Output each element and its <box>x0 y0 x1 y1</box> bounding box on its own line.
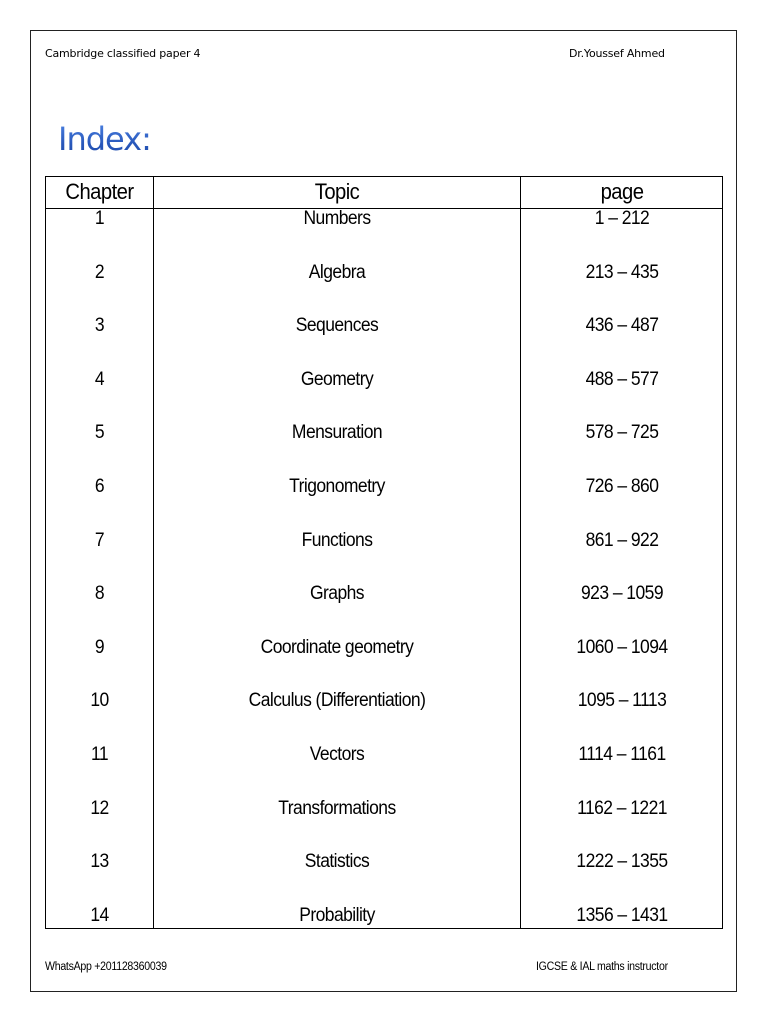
column-header-chapter: Chapter <box>65 179 134 204</box>
table-cell-topic: Numbers <box>303 208 371 229</box>
table-cell-topic: Sequences <box>295 315 379 336</box>
table-cell-chapter: 7 <box>94 530 105 551</box>
table-cell-chapter: 9 <box>94 637 105 658</box>
table-cell-chapter: 2 <box>94 262 105 283</box>
page-title: Index: <box>58 120 151 158</box>
table-cell-topic: Coordinate geometry <box>260 637 414 658</box>
table-cell-chapter: 5 <box>94 422 105 443</box>
table-cell-page: 1 – 212 <box>594 208 650 229</box>
table-cell-topic: Calculus (Differentiation) <box>248 690 426 711</box>
table-cell-topic: Transformations <box>278 798 396 819</box>
table-cell-page: 1095 – 1113 <box>577 690 667 711</box>
table-cell-chapter: 12 <box>90 798 109 819</box>
table-cell-chapter: 10 <box>90 690 109 711</box>
table-cell-page: 1060 – 1094 <box>576 637 668 658</box>
table-cell-page: 578 – 725 <box>585 422 659 443</box>
table-cell-page: 861 – 922 <box>585 530 659 551</box>
table-cell-topic: Geometry <box>300 369 374 390</box>
table-cell-page: 213 – 435 <box>585 262 659 283</box>
footer-left-text: WhatsApp +201128360039 <box>45 961 167 973</box>
table-cell-chapter: 14 <box>90 905 109 926</box>
header-left-text: Cambridge classified paper 4 <box>45 47 201 60</box>
index-table <box>45 176 723 929</box>
table-cell-page: 726 – 860 <box>585 476 659 497</box>
table-cell-page: 1162 – 1221 <box>577 798 667 819</box>
table-cell-topic: Mensuration <box>291 422 383 443</box>
table-cell-chapter: 6 <box>94 476 105 497</box>
table-cell-page: 436 – 487 <box>585 315 659 336</box>
table-cell-chapter: 4 <box>94 369 105 390</box>
column-divider <box>520 177 521 928</box>
table-cell-page: 1222 – 1355 <box>576 851 668 872</box>
table-cell-page: 923 – 1059 <box>581 583 663 604</box>
table-cell-chapter: 1 <box>94 208 105 229</box>
table-cell-chapter: 3 <box>94 315 105 336</box>
table-cell-topic: Graphs <box>309 583 365 604</box>
footer-right-text: IGCSE & IAL maths instructor <box>536 961 668 973</box>
table-cell-topic: Algebra <box>308 262 366 283</box>
table-cell-page: 488 – 577 <box>585 369 659 390</box>
column-divider <box>153 177 154 928</box>
table-cell-chapter: 11 <box>90 744 109 765</box>
table-cell-topic: Functions <box>301 530 373 551</box>
table-cell-topic: Trigonometry <box>289 476 385 497</box>
table-cell-page: 1114 – 1161 <box>578 744 666 765</box>
table-cell-page: 1356 – 1431 <box>576 905 668 926</box>
table-cell-topic: Probability <box>299 905 375 926</box>
column-header-topic: Topic <box>314 179 360 204</box>
table-cell-chapter: 8 <box>94 583 105 604</box>
table-cell-topic: Statistics <box>304 851 370 872</box>
column-header-page: page <box>600 179 644 204</box>
table-cell-chapter: 13 <box>90 851 109 872</box>
table-cell-topic: Vectors <box>309 744 365 765</box>
header-right-text: Dr.Youssef Ahmed <box>569 47 665 60</box>
